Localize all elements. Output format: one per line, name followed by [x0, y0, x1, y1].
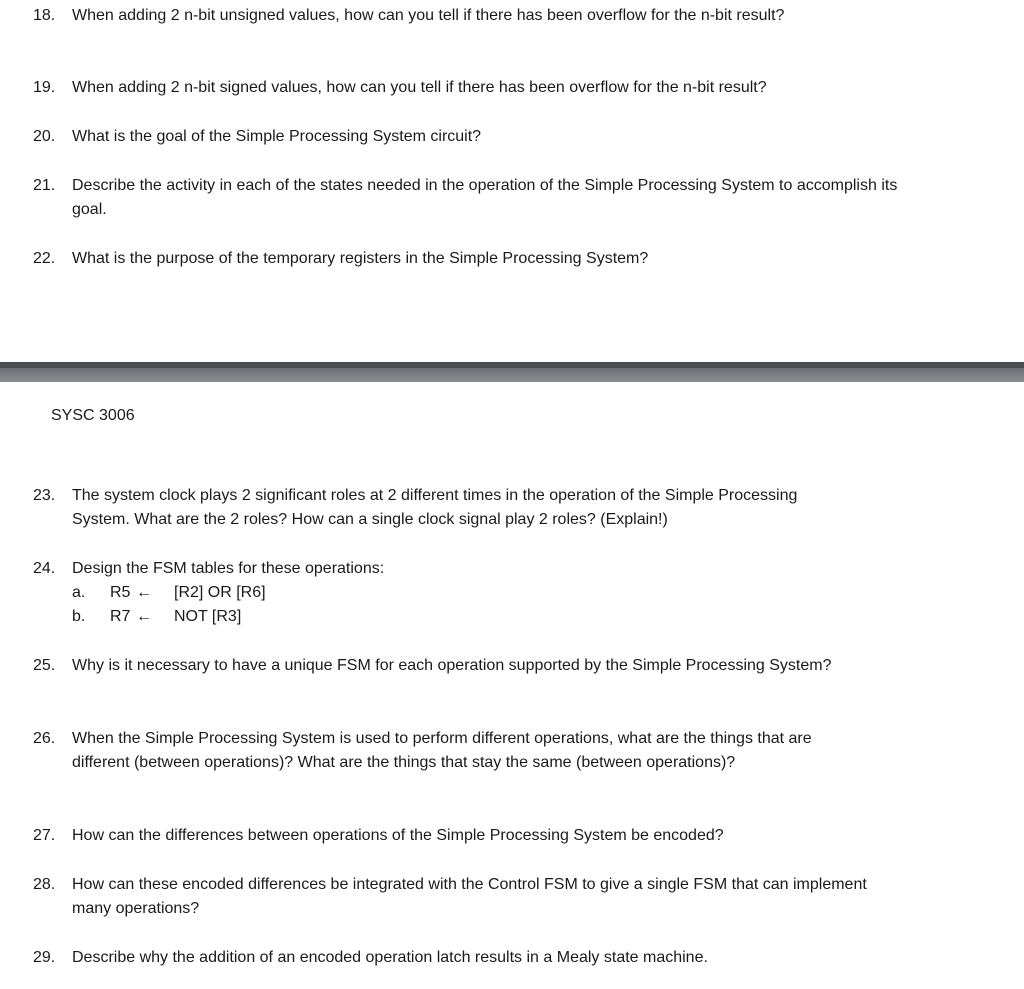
question-27 — [33, 824, 933, 848]
left-arrow-icon: ← — [136, 608, 152, 625]
question-22 — [33, 247, 933, 271]
question-number: 27. — [33, 827, 56, 844]
question-number: 25. — [33, 657, 56, 674]
question-18 — [33, 4, 853, 28]
question-28 — [33, 873, 908, 921]
item-label: b. — [72, 608, 86, 625]
question-24 — [33, 557, 933, 581]
question-text: When adding 2 n-bit signed values, how can you tell if there has been overflow for the n-bit result? — [72, 79, 767, 96]
question-text: Describe why the addition of an encoded operation latch results in a Mealy state machine. — [72, 949, 708, 966]
question-number: 23. — [33, 487, 56, 504]
question-number: 29. — [33, 949, 56, 966]
question-19 — [33, 76, 933, 100]
operation-expression: [R2] OR [R6] — [174, 584, 266, 601]
question-23 — [33, 484, 833, 532]
question-text: What is the goal of the Simple Processing System circuit? — [72, 128, 482, 145]
operation-expression: NOT [R3] — [174, 608, 242, 625]
page-header: SYSC 3006 — [51, 407, 135, 424]
question-26 — [33, 727, 853, 775]
left-arrow-icon: ← — [136, 584, 152, 601]
destination-register: R7 — [110, 608, 131, 625]
question-29 — [33, 946, 933, 970]
question-text: Describe the activity in each of the states needed in the operation of the Simple Processing System to accomplish its goal. — [72, 177, 898, 218]
question-20 — [33, 125, 933, 149]
question-text: When adding 2 n-bit unsigned values, how can you tell if there has been overflow for the n-bit result? — [72, 7, 785, 24]
question-number: 28. — [33, 876, 56, 893]
question-25 — [33, 654, 878, 678]
question-number: 24. — [33, 560, 56, 577]
question-text: When the Simple Processing System is used to perform different operations, what are the things that are different (between operations)? What are the things that stay the same (between operations)? — [72, 730, 812, 771]
item-label: a. — [72, 584, 86, 601]
destination-register: R5 — [110, 584, 131, 601]
question-number: 22. — [33, 250, 56, 267]
question-text: Design the FSM tables for these operations: — [72, 560, 385, 577]
question-text: The system clock plays 2 significant roles at 2 different times in the operation of the Simple Processing System. What are the 2 roles? How can a single clock signal play 2 roles? (Explain!) — [72, 487, 798, 528]
question-text: How can the differences between operations of the Simple Processing System be encoded? — [72, 827, 724, 844]
page-divider — [0, 362, 1024, 382]
question-text: How can these encoded differences be integrated with the Control FSM to give a single FSM that can implement many operations? — [72, 876, 867, 917]
question-text: What is the purpose of the temporary registers in the Simple Processing System? — [72, 250, 649, 267]
question-21 — [33, 174, 913, 222]
question-text: Why is it necessary to have a unique FSM for each operation supported by the Simple Processing System? — [72, 657, 832, 674]
question-number: 19. — [33, 79, 56, 96]
question-number: 18. — [33, 7, 56, 24]
question-number: 20. — [33, 128, 56, 145]
question-number: 21. — [33, 177, 56, 194]
question-number: 26. — [33, 730, 56, 747]
